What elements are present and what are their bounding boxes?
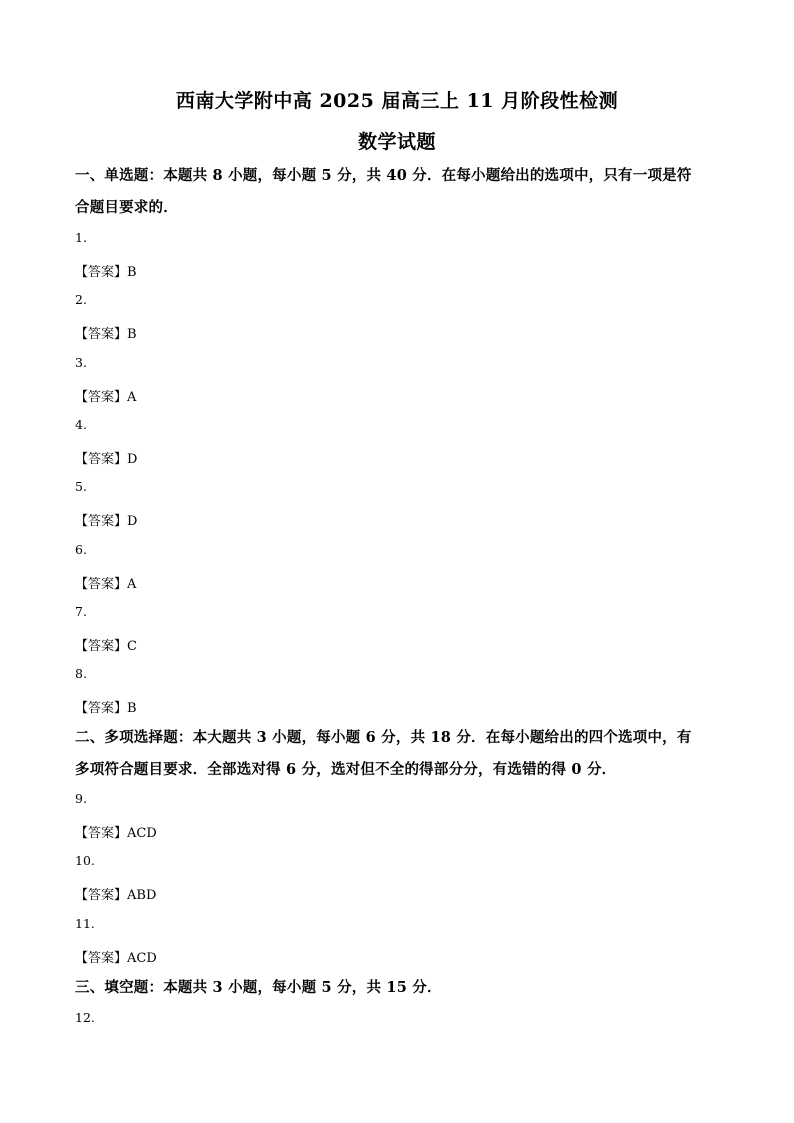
question-number-12: 12. xyxy=(75,1010,95,1025)
question-number-1: 1. xyxy=(75,230,87,245)
answer-7: 【答案】C xyxy=(75,639,137,654)
section-2-heading-line-2: 多项符合题目要求．全部选对得 6 分，选对但不全的得部分分，有选错的得 0 分． xyxy=(75,761,617,778)
question-number-7: 7. xyxy=(75,604,87,619)
document-subtitle: 数学试题 xyxy=(357,131,436,153)
section-1-heading-line-2: 合题目要求的． xyxy=(75,199,178,216)
question-number-10: 10. xyxy=(75,853,95,868)
answer-5: 【答案】D xyxy=(75,514,138,529)
answer-2: 【答案】B xyxy=(75,327,137,342)
answer-3: 【答案】A xyxy=(75,390,137,405)
question-number-4: 4. xyxy=(75,417,87,432)
question-number-3: 3. xyxy=(75,355,87,370)
question-number-2: 2. xyxy=(75,292,87,307)
answer-10: 【答案】ABD xyxy=(75,888,157,903)
question-number-8: 8. xyxy=(75,666,87,681)
section-2-heading-line-1: 二、多项选择题：本大题共 3 小题，每小题 6 分，共 18 分．在每小题给出的四个选项中，有 xyxy=(75,729,692,746)
section-1-heading-line-1: 一、单选题：本题共 8 小题，每小题 5 分，共 40 分．在每小题给出的选项中，只有一项是符 xyxy=(75,167,692,184)
answer-4: 【答案】D xyxy=(75,452,138,467)
section-3-heading-line-1: 三、填空题：本题共 3 小题，每小题 5 分，共 15 分． xyxy=(75,979,442,996)
answer-6: 【答案】A xyxy=(75,577,137,592)
question-number-9: 9. xyxy=(75,791,87,806)
question-number-6: 6. xyxy=(75,542,87,557)
answer-1: 【答案】B xyxy=(75,265,137,280)
answer-8: 【答案】B xyxy=(75,701,137,716)
question-number-11: 11. xyxy=(75,916,95,931)
question-number-5: 5. xyxy=(75,479,87,494)
document-title: 西南大学附中高 2025 届高三上 11 月阶段性检测 xyxy=(175,90,619,112)
answer-11: 【答案】ACD xyxy=(75,951,157,966)
answer-9: 【答案】ACD xyxy=(75,826,157,841)
